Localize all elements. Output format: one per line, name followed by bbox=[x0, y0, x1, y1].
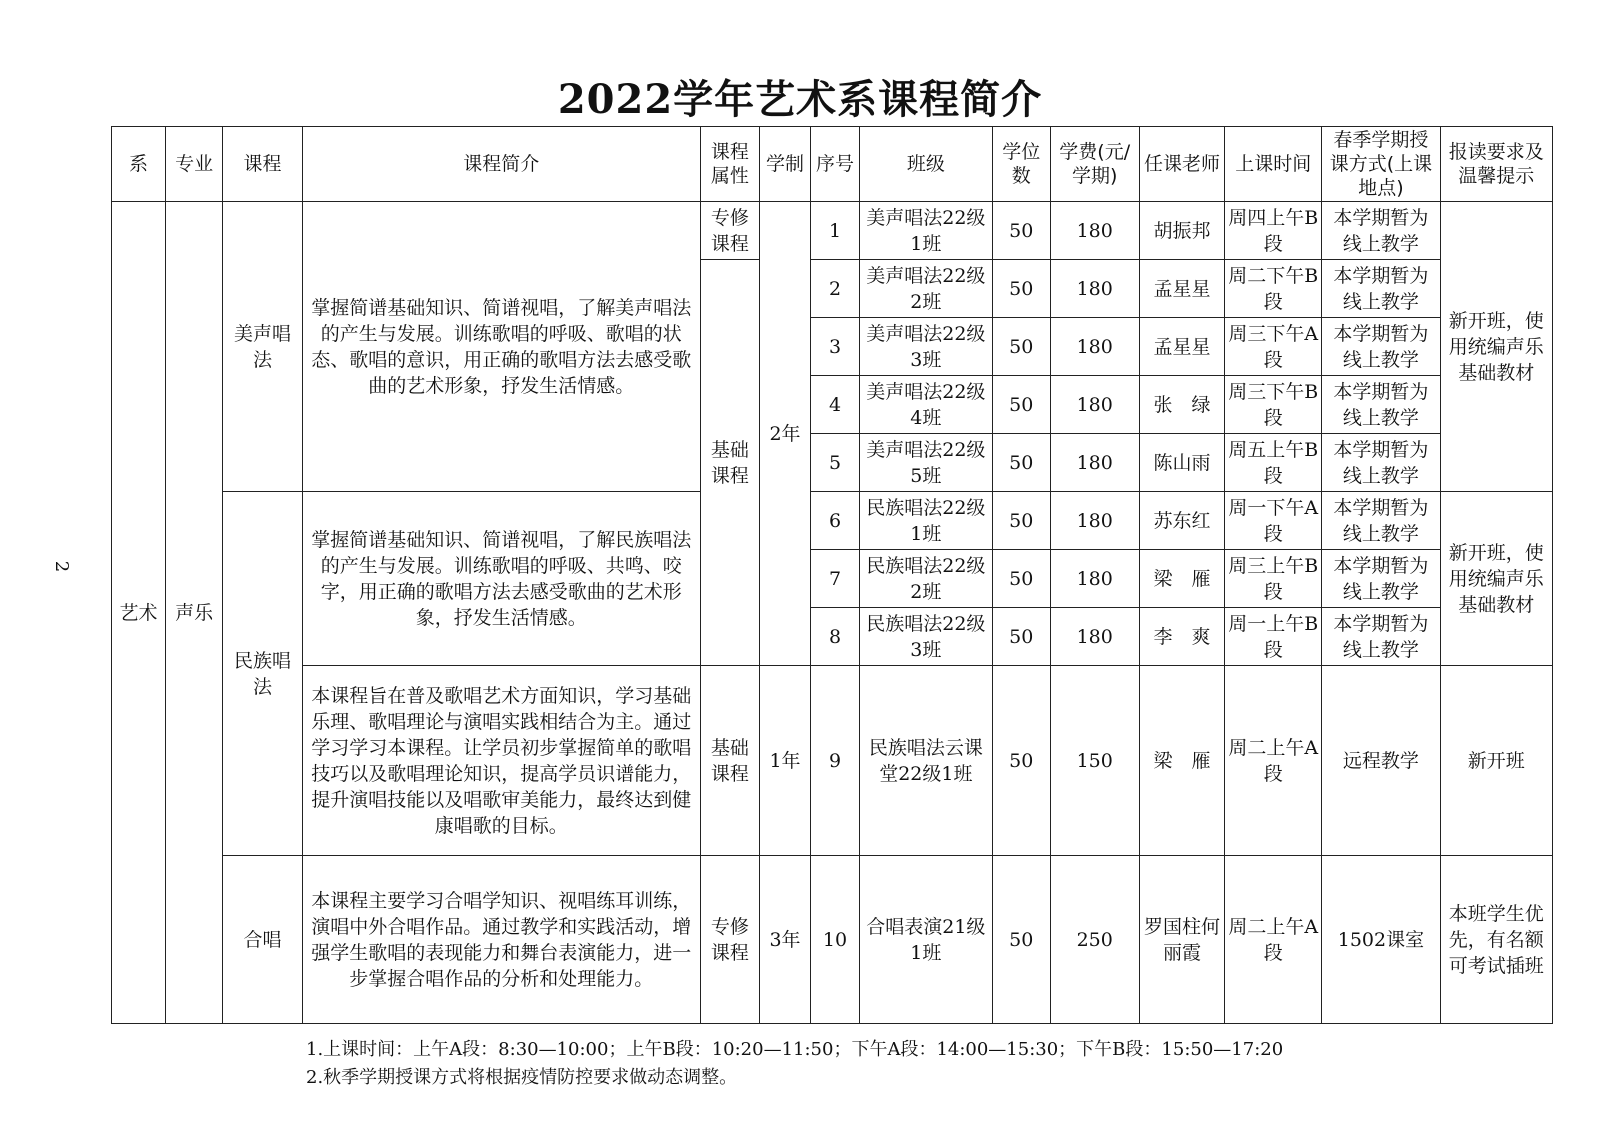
time-cell: 周五上午B段 bbox=[1225, 434, 1322, 492]
fee-cell: 180 bbox=[1050, 550, 1139, 608]
page-number: 2 bbox=[51, 560, 73, 573]
mode-cell: 本学期暂为线上教学 bbox=[1322, 550, 1440, 608]
time-cell: 周三下午A段 bbox=[1225, 318, 1322, 376]
time-cell: 周三上午B段 bbox=[1225, 550, 1322, 608]
mode-cell: 本学期暂为线上教学 bbox=[1322, 260, 1440, 318]
seats-cell: 50 bbox=[992, 202, 1050, 260]
mode-cell: 本学期暂为线上教学 bbox=[1322, 434, 1440, 492]
table-row bbox=[112, 666, 1553, 856]
fee-cell: 180 bbox=[1050, 608, 1139, 666]
seq-cell: 1 bbox=[811, 202, 860, 260]
footnote-1: 1.上课时间：上午A段：8:30—10:00；上午B段：10:20—11:50；下午A段：14:00—15:30；下午B段：15:50—17:20 bbox=[306, 1039, 1284, 1060]
time-cell: 周二下午B段 bbox=[1225, 260, 1322, 318]
mode-cell: 本学期暂为线上教学 bbox=[1322, 492, 1440, 550]
seats-cell: 50 bbox=[992, 376, 1050, 434]
mode-cell: 本学期暂为线上教学 bbox=[1322, 318, 1440, 376]
seq-cell: 3 bbox=[811, 318, 860, 376]
header-dept: 系 bbox=[112, 127, 166, 202]
teacher-cell: 梁 雁 bbox=[1139, 550, 1225, 608]
seats-cell: 50 bbox=[992, 318, 1050, 376]
desc-cell-hechang: 本课程主要学习合唱学知识、视唱练耳训练，演唱中外合唱作品。通过教学和实践活动，增强学生歌唱的表现能力和舞台表演能力，进一步掌握合唱作品的分析和处理能力。 bbox=[302, 856, 700, 1024]
seq-cell: 5 bbox=[811, 434, 860, 492]
header-desc: 课程简介 bbox=[302, 127, 700, 202]
fee-cell: 180 bbox=[1050, 202, 1139, 260]
header-row bbox=[112, 127, 1553, 202]
header-major: 专业 bbox=[166, 127, 223, 202]
fee-cell: 180 bbox=[1050, 492, 1139, 550]
seq-cell: 7 bbox=[811, 550, 860, 608]
attr-cell: 专修课程 bbox=[700, 202, 759, 260]
fee-cell: 180 bbox=[1050, 376, 1139, 434]
desc-cell-minzu: 掌握简谱基础知识、简谱视唱，了解民族唱法的产生与发展。训练歌唱的呼吸、共鸣、咬字，用正确的歌唱方法去感受歌曲的艺术形象，抒发生活情感。 bbox=[302, 492, 700, 666]
header-attr: 课程属性 bbox=[700, 127, 759, 202]
time-cell: 周二上午A段 bbox=[1225, 856, 1322, 1024]
note-cell: 新开班，使用统编声乐基础教材 bbox=[1440, 202, 1552, 492]
time-cell: 周一上午B段 bbox=[1225, 608, 1322, 666]
note-cell: 新开班 bbox=[1440, 666, 1552, 856]
seq-cell: 9 bbox=[811, 666, 860, 856]
teacher-cell: 孟星星 bbox=[1139, 260, 1225, 318]
table-row bbox=[112, 202, 1553, 260]
header-note: 报读要求及温馨提示 bbox=[1440, 127, 1552, 202]
time-cell: 周一下午A段 bbox=[1225, 492, 1322, 550]
class-cell: 美声唱法22级3班 bbox=[860, 318, 993, 376]
footnotes bbox=[306, 1036, 1283, 1092]
class-cell: 民族唱法22级3班 bbox=[860, 608, 993, 666]
course-cell-minzu: 民族唱法 bbox=[223, 492, 303, 856]
time-cell: 周二上午A段 bbox=[1225, 666, 1322, 856]
teacher-cell: 胡振邦 bbox=[1139, 202, 1225, 260]
seats-cell: 50 bbox=[992, 434, 1050, 492]
teacher-cell: 梁 雁 bbox=[1139, 666, 1225, 856]
mode-cell: 远程教学 bbox=[1322, 666, 1440, 856]
course-table bbox=[111, 126, 1553, 1024]
header-time: 上课时间 bbox=[1225, 127, 1322, 202]
header-seats: 学位数 bbox=[992, 127, 1050, 202]
header-course: 课程 bbox=[223, 127, 303, 202]
fee-cell: 250 bbox=[1050, 856, 1139, 1024]
seats-cell: 50 bbox=[992, 856, 1050, 1024]
teacher-cell: 孟星星 bbox=[1139, 318, 1225, 376]
mode-cell: 本学期暂为线上教学 bbox=[1322, 202, 1440, 260]
teacher-cell: 苏东红 bbox=[1139, 492, 1225, 550]
seats-cell: 50 bbox=[992, 666, 1050, 856]
fee-cell: 180 bbox=[1050, 434, 1139, 492]
desc-cell-meisheng: 掌握简谱基础知识、简谱视唱，了解美声唱法的产生与发展。训练歌唱的呼吸、歌唱的状态、歌唱的意识，用正确的歌唱方法去感受歌曲的艺术形象，抒发生活情感。 bbox=[302, 202, 700, 492]
teacher-cell: 张 绿 bbox=[1139, 376, 1225, 434]
page-title: 2022学年艺术系课程简介 bbox=[557, 76, 1043, 123]
seats-cell: 50 bbox=[992, 608, 1050, 666]
note-cell: 本班学生优先，有名额可考试插班 bbox=[1440, 856, 1552, 1024]
fee-cell: 180 bbox=[1050, 318, 1139, 376]
seq-cell: 8 bbox=[811, 608, 860, 666]
course-cell-meisheng: 美声唱法 bbox=[223, 202, 303, 492]
seq-cell: 10 bbox=[811, 856, 860, 1024]
footnote-2: 2.秋季学期授课方式将根据疫情防控要求做动态调整。 bbox=[306, 1067, 738, 1088]
attr-cell: 专修课程 bbox=[700, 856, 759, 1024]
header-fee: 学费(元/学期) bbox=[1050, 127, 1139, 202]
class-cell: 美声唱法22级2班 bbox=[860, 260, 993, 318]
time-cell: 周四上午B段 bbox=[1225, 202, 1322, 260]
attr-cell: 基础课程 bbox=[700, 666, 759, 856]
table-row bbox=[112, 856, 1553, 1024]
class-cell: 美声唱法22级5班 bbox=[860, 434, 993, 492]
teacher-cell: 李 爽 bbox=[1139, 608, 1225, 666]
seq-cell: 4 bbox=[811, 376, 860, 434]
table-row bbox=[112, 492, 1553, 550]
header-seq: 序号 bbox=[811, 127, 860, 202]
class-cell: 合唱表演21级1班 bbox=[860, 856, 993, 1024]
course-cell-hechang: 合唱 bbox=[223, 856, 303, 1024]
header-class: 班级 bbox=[860, 127, 993, 202]
class-cell: 美声唱法22级1班 bbox=[860, 202, 993, 260]
seats-cell: 50 bbox=[992, 550, 1050, 608]
fee-cell: 150 bbox=[1050, 666, 1139, 856]
time-cell: 周三下午B段 bbox=[1225, 376, 1322, 434]
duration-cell: 1年 bbox=[760, 666, 811, 856]
mode-cell: 本学期暂为线上教学 bbox=[1322, 608, 1440, 666]
class-cell: 美声唱法22级4班 bbox=[860, 376, 993, 434]
teacher-cell: 罗国柱何丽霞 bbox=[1139, 856, 1225, 1024]
fee-cell: 180 bbox=[1050, 260, 1139, 318]
header-teacher: 任课老师 bbox=[1139, 127, 1225, 202]
seq-cell: 2 bbox=[811, 260, 860, 318]
desc-cell-cloud: 本课程旨在普及歌唱艺术方面知识，学习基础乐理、歌唱理论与演唱实践相结合为主。通过学习学习本课程。让学员初步掌握简单的歌唱技巧以及歌唱理论知识，提高学员识谱能力，提升演唱技能以及唱歌审美能力，最终达到健康唱歌的目标。 bbox=[302, 666, 700, 856]
major-cell: 声乐 bbox=[166, 202, 223, 1024]
dept-cell: 艺术 bbox=[112, 202, 166, 1024]
note-cell: 新开班，使用统编声乐基础教材 bbox=[1440, 492, 1552, 666]
class-cell: 民族唱法22级1班 bbox=[860, 492, 993, 550]
seq-cell: 6 bbox=[811, 492, 860, 550]
teacher-cell: 陈山雨 bbox=[1139, 434, 1225, 492]
class-cell: 民族唱法云课堂22级1班 bbox=[860, 666, 993, 856]
header-duration: 学制 bbox=[760, 127, 811, 202]
attr-cell: 基础课程 bbox=[700, 260, 759, 666]
mode-cell: 本学期暂为线上教学 bbox=[1322, 376, 1440, 434]
duration-cell: 2年 bbox=[760, 202, 811, 666]
header-mode: 春季学期授课方式(上课地点) bbox=[1322, 127, 1440, 202]
seats-cell: 50 bbox=[992, 492, 1050, 550]
duration-cell: 3年 bbox=[760, 856, 811, 1024]
seats-cell: 50 bbox=[992, 260, 1050, 318]
mode-cell: 1502课室 bbox=[1322, 856, 1440, 1024]
class-cell: 民族唱法22级2班 bbox=[860, 550, 993, 608]
